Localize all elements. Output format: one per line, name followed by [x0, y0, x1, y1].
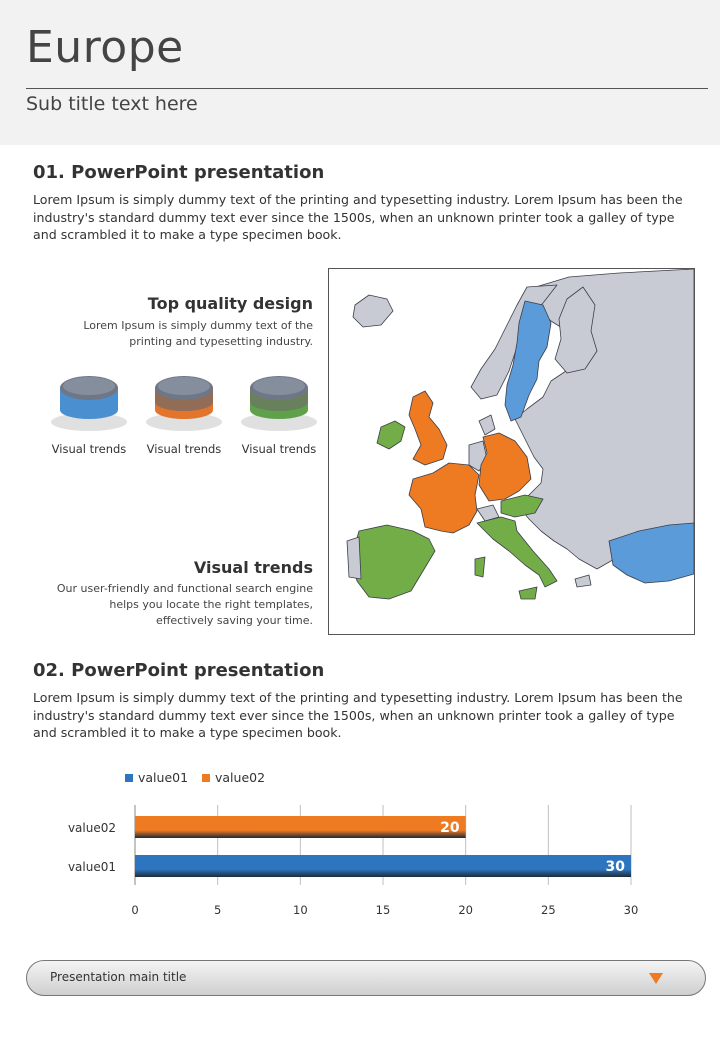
title-divider	[26, 88, 708, 89]
bar-value-label: 20	[440, 820, 460, 836]
legend-swatch-value01	[125, 774, 133, 782]
footer-title: Presentation main title	[50, 970, 187, 984]
europe-map-icon	[329, 269, 694, 634]
x-tick-label: 20	[458, 903, 473, 917]
legend-swatch-value02	[202, 774, 210, 782]
x-tick-label: 10	[293, 903, 308, 917]
legend-label-value01: value01	[138, 770, 189, 785]
y-category-label: value01	[67, 860, 116, 874]
page-subtitle: Sub title text here	[26, 93, 198, 115]
y-category-label: value02	[67, 821, 116, 835]
trend-label-3: Visual trends	[241, 442, 317, 456]
section1-heading: 01. PowerPoint presentation	[33, 162, 325, 183]
footer-bar[interactable]	[26, 960, 706, 996]
page-title: Europe	[26, 22, 184, 73]
section1-body: Lorem Ipsum is simply dummy text of the printing and typesetting industry. Lorem Ipsum has been the industry's standard dummy text ever since the 1500s, when an unknown printer took a galley of type and scrambled it to make a type specimen book.	[33, 192, 683, 242]
trend-item-1	[44, 372, 134, 456]
x-tick-label: 5	[214, 903, 222, 917]
header-band	[0, 0, 720, 145]
trend-item-2	[139, 372, 229, 456]
bar-chart-svg	[0, 760, 720, 930]
green-cylinder-icon	[234, 372, 324, 434]
trend-label-1: Visual trends	[51, 442, 127, 456]
trend-label-2: Visual trends	[146, 442, 222, 456]
orange-cylinder-icon	[139, 372, 229, 434]
bar-value-label: 30	[605, 859, 625, 875]
feature1-body: Lorem Ipsum is simply dummy text of the printing and typesetting industry.	[83, 319, 313, 348]
blue-cylinder-icon	[44, 372, 134, 434]
trend-item-3	[234, 372, 324, 456]
bar-value02	[135, 816, 466, 838]
legend-label-value02: value02	[215, 770, 266, 785]
x-tick-label: 25	[541, 903, 556, 917]
section2-heading: 02. PowerPoint presentation	[33, 660, 325, 681]
europe-map	[328, 268, 695, 635]
x-tick-label: 0	[131, 903, 139, 917]
feature2-body: Our user-friendly and functional search engine helps you locate the right templates, effectively saving your time.	[56, 582, 313, 627]
dropdown-triangle-icon[interactable]	[649, 973, 663, 984]
x-tick-label: 30	[623, 903, 639, 917]
x-tick-label: 15	[375, 903, 391, 917]
feature1-heading: Top quality design	[147, 294, 313, 313]
bar-value01	[135, 855, 631, 877]
section2-body: Lorem Ipsum is simply dummy text of the printing and typesetting industry. Lorem Ipsum has been the industry's standard dummy text ever since the 1500s, when an unknown printer took a galley of type and scrambled it to make a type specimen book.	[33, 690, 683, 740]
feature2-heading: Visual trends	[193, 558, 313, 577]
bar-chart	[0, 760, 720, 930]
